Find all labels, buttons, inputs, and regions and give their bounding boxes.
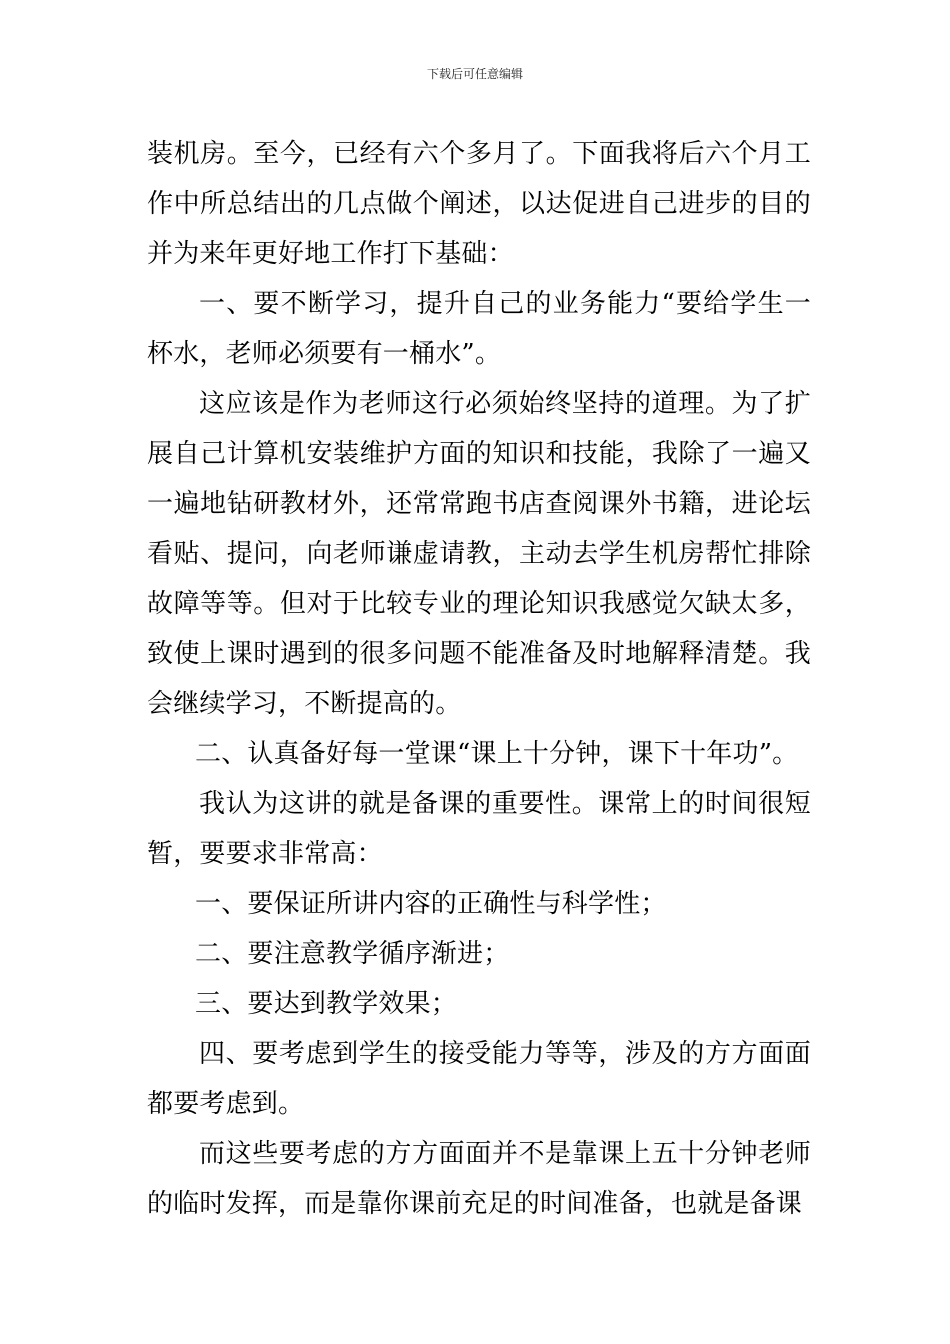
paragraph-7: 二、要注意教学循序渐进； [195, 939, 510, 969]
paragraph-10: 而这些要考虑的方方面面并不是靠课上五十分钟老师的临时发挥，而是靠你课前充足的时间准备，也就是备课 [147, 1139, 811, 1219]
page-header: 下载后可任意编辑 [426, 67, 523, 81]
paragraph-4: 二、认真备好每一堂课“课上十分钟，课下十年功”。 [195, 739, 799, 769]
document-body [147, 129, 811, 1229]
paragraph-6: 一、要保证所讲内容的正确性与科学性； [195, 889, 667, 919]
paragraph-9: 四、要考虑到学生的接受能力等等，涉及的方方面面都要考虑到。 [147, 1039, 811, 1119]
paragraph-8: 三、要达到教学效果； [195, 989, 458, 1019]
paragraph-2: 一、要不断学习，提升自己的业务能力“要给学生一杯水，老师必须要有一桶水”。 [147, 289, 811, 369]
paragraph-5: 我认为这讲的就是备课的重要性。课常上的时间很短暂，要要求非常高： [147, 789, 811, 869]
paragraph-3: 这应该是作为老师这行必须始终坚持的道理。为了扩展自己计算机安装维护方面的知识和技能，我除了一遍又一遍地钻研教材外，还常常跑书店查阅课外书籍，进论坛看贴、提问，向老师谦虚请教，主动去学生机房帮忙排除故障等等。但对于比较专业的理论知识我感觉欠缺太多，致使上课时遇到的很多问题不能准备及时地解释清楚。我会继续学习，不断提高的。 [147, 389, 811, 719]
paragraph-1: 装机房。至今，已经有六个多月了。下面我将后六个月工作中所总结出的几点做个阐述，以达促进自己进步的目的并为来年更好地工作打下基础： [147, 139, 811, 269]
